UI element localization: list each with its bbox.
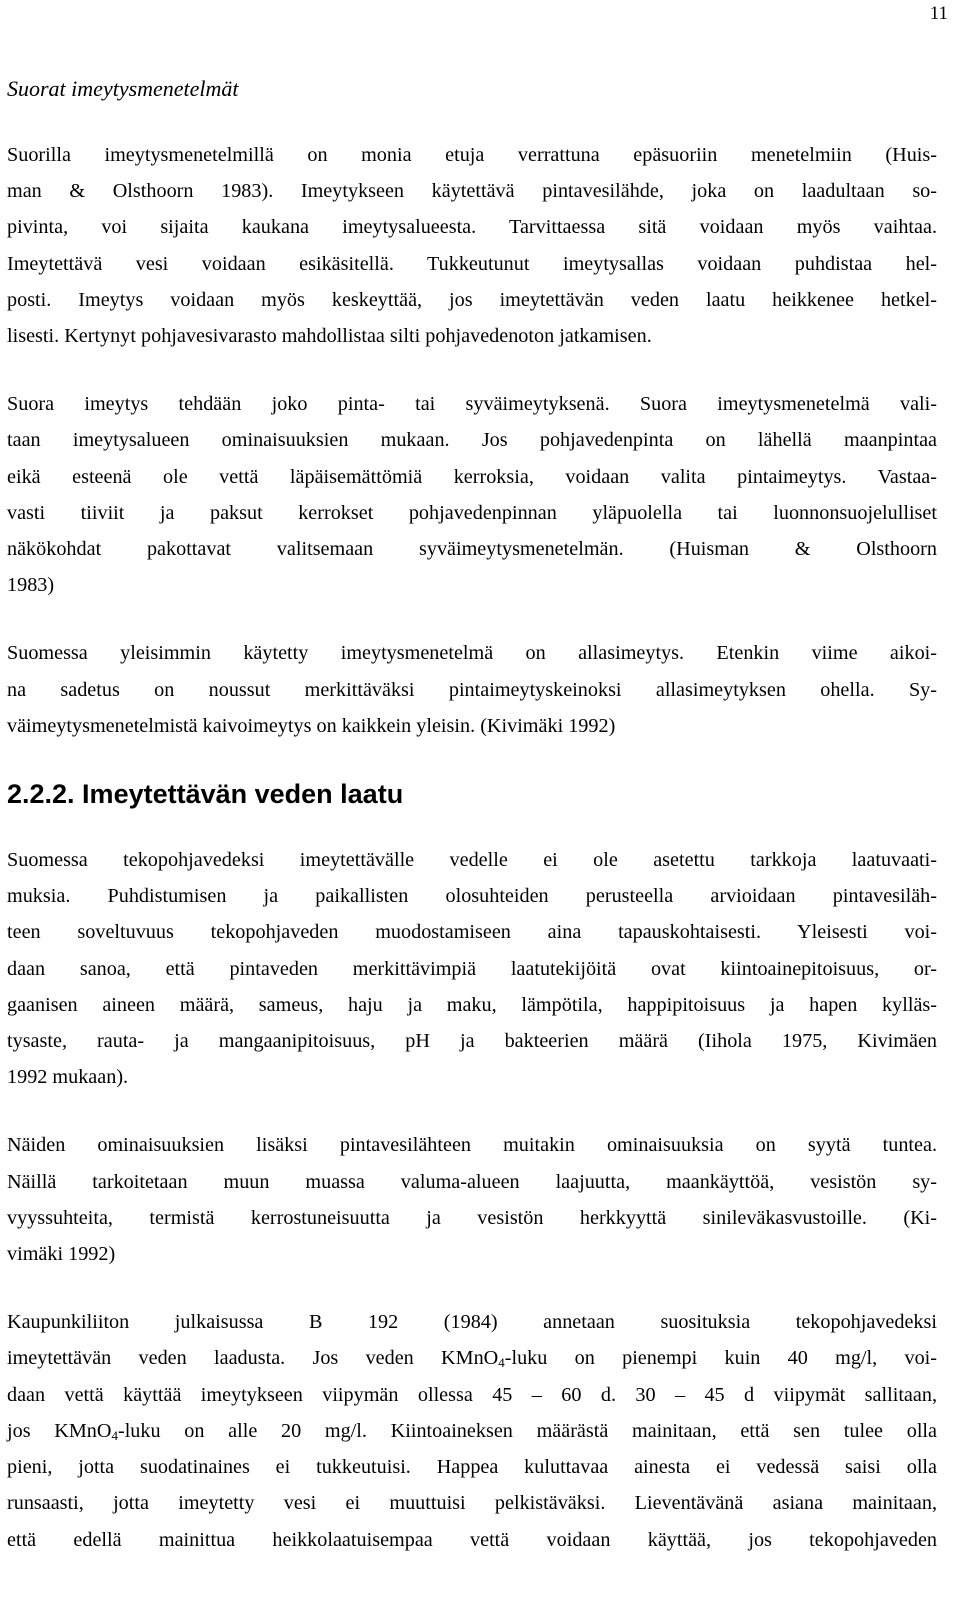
text-fragment: jos KMnO (7, 1419, 112, 1442)
text-line: taan imeytysalueen ominaisuuksien mukaan. Jos pohjavedenpinta on lähellä maanpintaa (7, 429, 937, 452)
document-body (7, 72, 937, 1590)
text-line: posti. Imeytys voidaan myös keskeyttää, jos imeytettävän veden laatu heikkenee hetkel- (7, 288, 937, 311)
paragraph-kaupunkiliitto-recommendations (7, 1304, 937, 1557)
paragraph-direct-infiltration-advantages (7, 137, 937, 354)
text-line: lisesti. Kertynyt pohjavesivarasto mahdollistaa silti pohjavedenoton jatkamisen. (7, 325, 652, 348)
text-line (7, 1413, 937, 1449)
text-line: vasti tiiviit ja paksut kerrokset pohjavedenpinnan yläpuolella tai luonnonsuojelulliset (7, 501, 937, 524)
paragraph-quality-requirements (7, 842, 937, 1095)
text-line: teen soveltuvuus tekopohjaveden muodostamiseen aina tapauskohtaisesti. Yleisesti voi- (7, 921, 937, 944)
text-line: Suora imeytys tehdään joko pinta- tai syväimeytyksenä. Suora imeytysmenetelmä vali- (7, 393, 937, 416)
text-line: 1983) (7, 574, 55, 597)
text-line: muksia. Puhdistumisen ja paikallisten olosuhteiden perusteella arvioidaan pintavesiläh- (7, 885, 937, 908)
text-fragment: -luku on pienempi kuin 40 mg/l, voi- (504, 1347, 937, 1370)
text-line: Suomessa yleisimmin käytetty imeytysmenetelmä on allasimeytys. Etenkin viime aikoi- (7, 642, 937, 665)
text-line: Imeytettävä vesi voidaan esikäsitellä. Tukkeutunut imeytysallas voidaan puhdistaa hel- (7, 252, 937, 275)
page-number: 11 (929, 3, 948, 24)
text-line: man & Olsthoorn 1983). Imeytykseen käytettävä pintavesilähde, joka on laadultaan so- (7, 180, 937, 203)
text-line: Suorilla imeytysmenetelmillä on monia etuja verrattuna epäsuoriin menetelmiin (Huis- (7, 144, 937, 166)
text-line: Näillä tarkoitetaan muun muassa valuma-alueen laajuutta, maankäyttöä, vesistön sy- (7, 1170, 937, 1193)
text-line: että edellä mainittua heikkolaatuisempaa vettä voidaan käyttää, jos tekopohjaveden (7, 1528, 937, 1551)
text-line: tysaste, rauta- ja mangaanipitoisuus, pH ja bakteerien määrä (Iihola 1975, Kivimäen (7, 1030, 937, 1053)
text-line: runsaasti, jotta imeytetty vesi ei muuttuisi pelkistäväksi. Lieventävänä asiana mainitaan, (7, 1492, 937, 1515)
text-line: näkökohdat pakottavat valitsemaan syväimeytysmenetelmän. (Huisman & Olsthoorn (7, 538, 937, 561)
text-line: eikä esteenä ole vettä läpäisemättömiä kerroksia, voidaan valita pintaimeytys. Vastaa- (7, 465, 937, 488)
paragraph-finland-methods (7, 635, 937, 744)
text-line: Näiden ominaisuuksien lisäksi pintavesilähteen muitakin ominaisuuksia on syytä tuntea. (7, 1134, 937, 1157)
text-line (7, 1340, 937, 1376)
text-line: daan sanoa, että pintaveden merkittävimpiä laatutekijöitä ovat kiintoainepitoisuus, or- (7, 957, 937, 980)
text-line: Kaupunkiliiton julkaisussa B 192 (1984) annetaan suosituksia tekopohjavedeksi (7, 1311, 937, 1334)
text-line: väimeytysmenetelmistä kaivoimeytys on kaikkein yleisin. (Kivimäki 1992) (7, 714, 616, 737)
section-heading: 2.2.2. Imeytettävän veden laatu (7, 779, 404, 810)
text-line: Suomessa tekopohjavedeksi imeytettävälle vedelle ei ole asetettu tarkkoja laatuvaati- (7, 849, 937, 872)
subscript: 4 (498, 1355, 505, 1371)
text-line: na sadetus on noussut merkittäväksi pintaimeytyskeinoksi allasimeytyksen ohella. Sy- (7, 678, 937, 701)
text-fragment: -luku on alle 20 mg/l. Kiintoaineksen määrästä mainitaan, että sen tulee olla (117, 1419, 937, 1442)
text-line: vimäki 1992) (7, 1243, 116, 1266)
text-line: 1992 mukaan). (7, 1066, 129, 1089)
text-line: pivinta, voi sijaita kaukana imeytysalueesta. Tarvittaessa sitä voidaan myös vaihtaa. (7, 216, 937, 239)
text-line: pieni, jotta suodatinaines ei tukkeutuisi. Happea kuluttavaa ainesta ei vedessä saisi olla (7, 1456, 937, 1479)
text-fragment: imeytettävän veden laadusta. Jos veden KMnO (7, 1347, 499, 1370)
text-line: gaanisen aineen määrä, sameus, haju ja maku, lämpötila, happipitoisuus ja hapen kylläs- (7, 993, 937, 1016)
text-line: vyyssuhteita, termistä kerrostuneisuutta ja vesistön herkkyyttä sinileväkasvustoille. (Ki- (7, 1206, 937, 1229)
text-line: daan vettä käyttää imeytykseen viipymän ollessa 45 – 60 d. 30 – 45 d viipymät sallitaan, (7, 1383, 937, 1406)
paragraph-other-properties (7, 1127, 937, 1272)
subsection-heading: Suorat imeytysmenetelmät (7, 76, 239, 101)
subscript: 4 (111, 1427, 118, 1443)
paragraph-surface-deep-infiltration (7, 386, 937, 603)
